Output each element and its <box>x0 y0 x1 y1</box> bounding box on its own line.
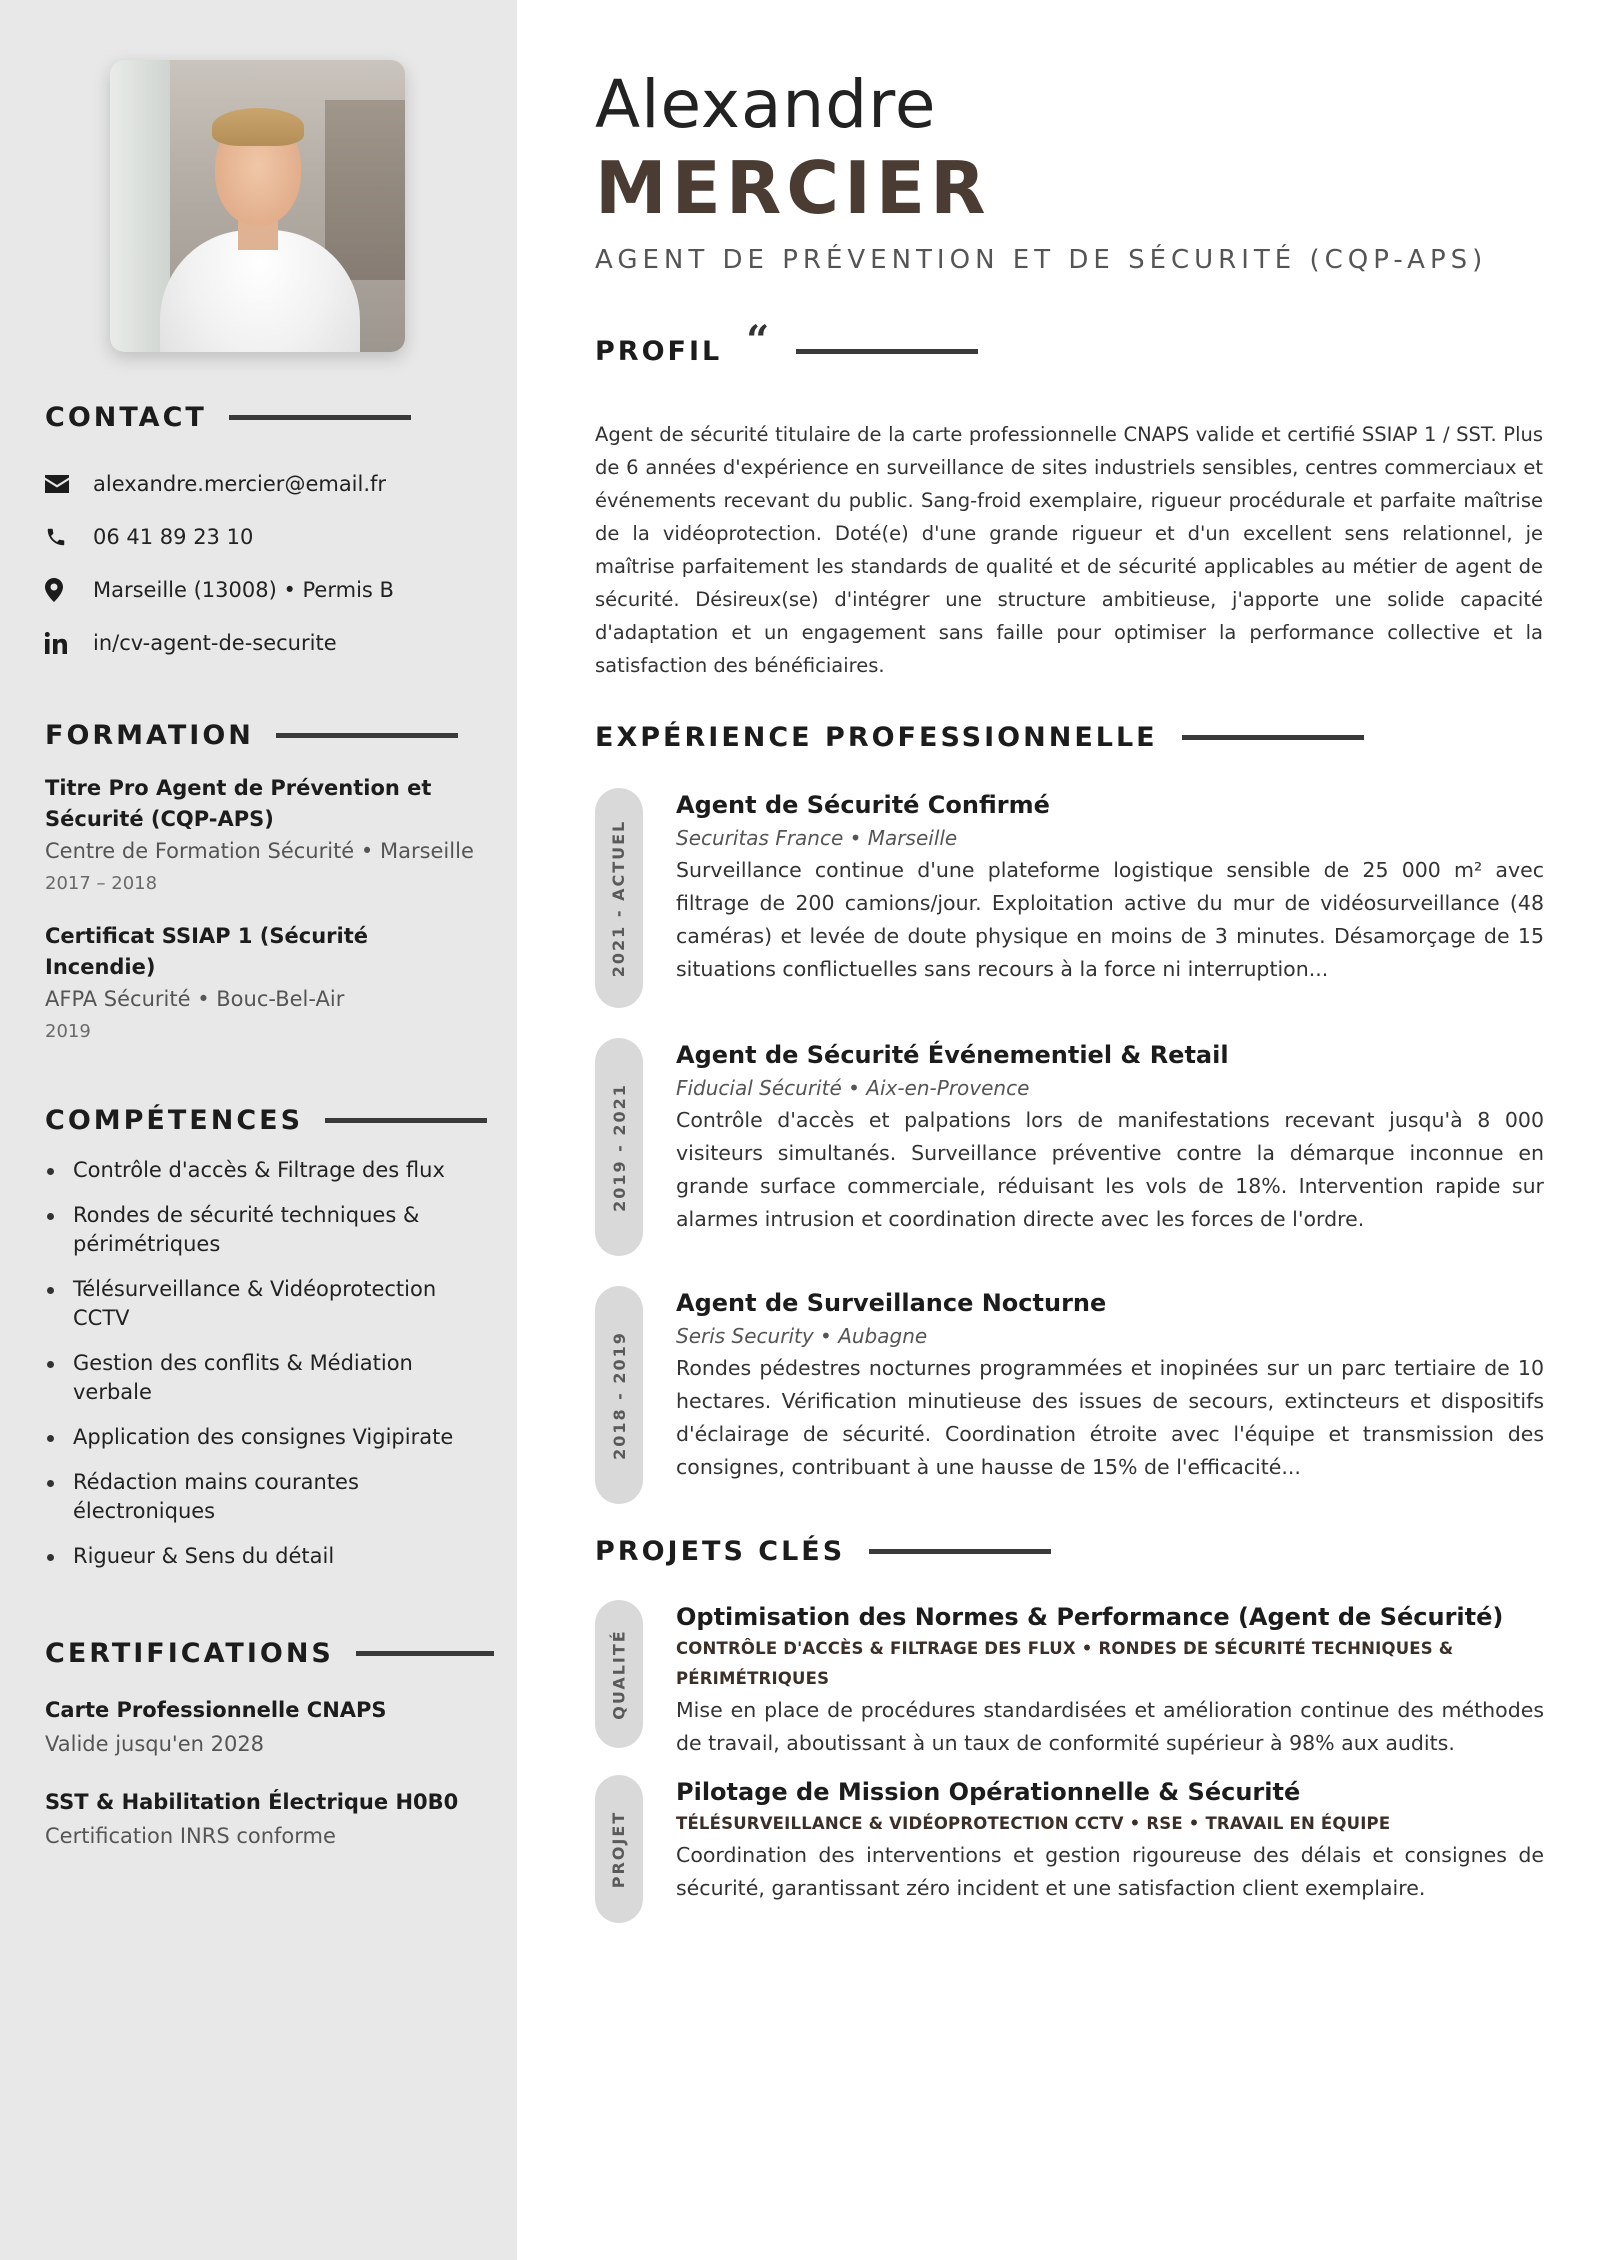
period-label: 2019 - 2021 <box>609 1082 629 1212</box>
formation-title: Titre Pro Agent de Prévention et Sécurité (CQP-APS) <box>45 776 432 831</box>
linkedin-icon <box>45 632 93 654</box>
experience-company: Fiducial Sécurité • Aix-en-Provence <box>676 1076 1030 1100</box>
contact-section <box>45 402 411 669</box>
experience-title: Agent de Surveillance Nocturne <box>676 1289 1107 1317</box>
contact-location <box>45 563 411 616</box>
experience-company: Seris Security • Aubagne <box>676 1324 928 1348</box>
formation-date: 2017 – 2018 <box>45 873 158 894</box>
skill-item: Gestion des conflits & Médiation verbale <box>45 1349 465 1407</box>
certifications-heading-text: CERTIFICATIONS <box>45 1638 334 1669</box>
sidebar <box>0 0 517 2260</box>
certification-entry <box>45 1693 494 1761</box>
experience-title: Agent de Sécurité Confirmé <box>676 791 1050 819</box>
experience-body <box>676 1038 1544 1236</box>
skill-item: Application des consignes Vigipirate <box>45 1423 465 1452</box>
formation-school: AFPA Sécurité • Bouc-Bel-Air <box>45 987 345 1011</box>
heading-rule <box>796 349 978 354</box>
certification-sub: Certification INRS conforme <box>45 1824 336 1848</box>
project-keywords: CONTRÔLE D'ACCÈS & FILTRAGE DES FLUX • RONDES DE SÉCURITÉ TECHNIQUES & PÉRIMÉTRIQUES <box>676 1639 1454 1688</box>
quote-icon: “ <box>746 317 773 364</box>
contact-email[interactable] <box>45 457 411 510</box>
contact-email-text: alexandre.mercier@email.fr <box>93 471 387 496</box>
formation-entry <box>45 921 485 1047</box>
profile-heading <box>595 317 978 367</box>
experience-heading <box>595 722 1364 753</box>
project-desc: Mise en place de procédures standardisées et amélioration continue des méthodes de travail, aboutissant à un taux de conformité supérieur à 98% aux audits. <box>676 1698 1544 1755</box>
contact-list <box>45 457 411 669</box>
period-pill <box>595 1038 643 1256</box>
skill-item: Télésurveillance & Vidéoprotection CCTV <box>45 1275 465 1333</box>
certification-sub: Valide jusqu'en 2028 <box>45 1732 265 1756</box>
experience-body <box>676 1286 1544 1484</box>
formation-heading-text: FORMATION <box>45 720 254 751</box>
period-label: 2018 - 2019 <box>609 1330 629 1460</box>
map-pin-icon <box>45 578 93 602</box>
project-tag: PROJET <box>609 1810 629 1888</box>
experience-heading-text: EXPÉRIENCE PROFESSIONNELLE <box>595 722 1158 753</box>
profile-heading-text: PROFIL <box>595 336 723 367</box>
project-body <box>676 1775 1544 1905</box>
profile-text: Agent de sécurité titulaire de la carte professionnelle CNAPS valide et certifié SSIAP 1 / SST. Plus de 6 années d'expérience en surveillance de sites industriels sensibles, centres commerciaux et événements recevant du public. Sang-froid exemplaire, rigueur procédurale et parfaite maîtrise de la vidéoprotection. Doté(e) d'une grande rigueur et d'un excellent sens relationnel, je maîtrise parfaitement les standards de qualité et de sécurité applicables au métier de agent de sécurité. Désireux(se) d'intégrer une structure ambitieuse, j'apporte une solide capacité d'adaptation et un engagement sans faille pour optimiser la performance collective et la satisfaction des bénéficiaires. <box>595 423 1543 677</box>
heading-rule <box>325 1118 487 1123</box>
heading-rule <box>1182 735 1364 740</box>
project-title: Pilotage de Mission Opérationnelle & Sécurité <box>676 1778 1301 1806</box>
formation-date: 2019 <box>45 1021 91 1042</box>
skills-heading-text: COMPÉTENCES <box>45 1105 304 1136</box>
skill-item: Rigueur & Sens du détail <box>45 1542 465 1571</box>
certifications-heading <box>45 1638 494 1669</box>
last-name: MERCIER <box>595 146 991 230</box>
certifications-section <box>45 1638 494 1853</box>
certification-title: Carte Professionnelle CNAPS <box>45 1698 387 1722</box>
period-pill <box>595 788 643 1008</box>
projects-heading <box>595 1536 1051 1567</box>
experience-title: Agent de Sécurité Événementiel & Retail <box>676 1041 1229 1069</box>
certification-title: SST & Habilitation Électrique H0B0 <box>45 1790 459 1814</box>
contact-linkedin[interactable] <box>45 616 411 669</box>
period-pill <box>595 1286 643 1504</box>
formation-title: Certificat SSIAP 1 (Sécurité Incendie) <box>45 924 368 979</box>
experience-company: Securitas France • Marseille <box>676 826 958 850</box>
phone-icon <box>45 526 93 548</box>
contact-heading-text: CONTACT <box>45 402 207 433</box>
contact-linkedin-text: in/cv-agent-de-securite <box>93 630 337 655</box>
heading-rule <box>229 415 411 420</box>
job-title: AGENT DE PRÉVENTION ET DE SÉCURITÉ (CQP-APS) <box>595 245 1488 275</box>
contact-phone[interactable] <box>45 510 411 563</box>
project-body <box>676 1600 1544 1760</box>
contact-location-text: Marseille (13008) • Permis B <box>93 577 394 602</box>
certification-entry <box>45 1785 494 1853</box>
contact-heading <box>45 402 411 433</box>
skills-list <box>45 1156 487 1571</box>
profile-photo <box>110 60 405 352</box>
heading-rule <box>276 733 458 738</box>
project-desc: Coordination des interventions et gestion rigoureuse des délais et consignes de sécurité, garantissant zéro incident et une satisfaction client exemplaire. <box>676 1843 1544 1900</box>
project-tag: QUALITÉ <box>609 1628 629 1720</box>
envelope-icon <box>45 475 93 493</box>
project-keywords: TÉLÉSURVEILLANCE & VIDÉOPROTECTION CCTV • RSE • TRAVAIL EN ÉQUIPE <box>676 1814 1391 1833</box>
project-title: Optimisation des Normes & Performance (Agent de Sécurité) <box>676 1603 1504 1631</box>
first-name: Alexandre <box>595 66 937 143</box>
skill-item: Contrôle d'accès & Filtrage des flux <box>45 1156 465 1185</box>
project-tag-pill <box>595 1775 643 1923</box>
period-label: 2021 - ACTUEL <box>609 819 629 977</box>
skill-item: Rédaction mains courantes électroniques <box>45 1468 465 1526</box>
heading-rule <box>869 1549 1051 1554</box>
skill-item: Rondes de sécurité techniques & périmétriques <box>45 1201 465 1259</box>
formation-section <box>45 720 485 1047</box>
experience-desc: Surveillance continue d'une plateforme logistique sensible de 25 000 m² avec filtrage de 200 camions/jour. Exploitation active du mur de vidéosurveillance (48 caméras) et levée de doute physique en moins de 3 minutes. Désamorçage de 15 situations conflictuelles sans recours à la force ni interruption... <box>676 858 1544 981</box>
heading-rule <box>356 1651 494 1656</box>
formation-school: Centre de Formation Sécurité • Marseille <box>45 839 474 863</box>
contact-phone-text: 06 41 89 23 10 <box>93 524 254 549</box>
project-tag-pill <box>595 1600 643 1748</box>
experience-desc: Contrôle d'accès et palpations lors de manifestations recevant jusqu'à 8 000 visiteurs simultanés. Surveillance préventive contre la démarque inconnue en grande surface commerciale, réduisant les vols de 18%. Intervention rapide sur alarmes intrusion et coordination directe avec les forces de l'ordre. <box>676 1108 1544 1231</box>
formation-entry <box>45 773 485 899</box>
formation-heading <box>45 720 485 751</box>
experience-body <box>676 788 1544 986</box>
skills-heading <box>45 1105 487 1136</box>
skills-section <box>45 1105 487 1587</box>
projects-heading-text: PROJETS CLÉS <box>595 1536 846 1567</box>
experience-desc: Rondes pédestres nocturnes programmées et inopinées sur un parc tertiaire de 10 hectares. Vérification minutieuse des issues de secours, extincteurs et dispositifs d'éclairage de sécurité. Coordination étroite avec l'équipe et transmission des consignes, contribuant à une hausse de 15% de l'efficacité... <box>676 1356 1544 1479</box>
